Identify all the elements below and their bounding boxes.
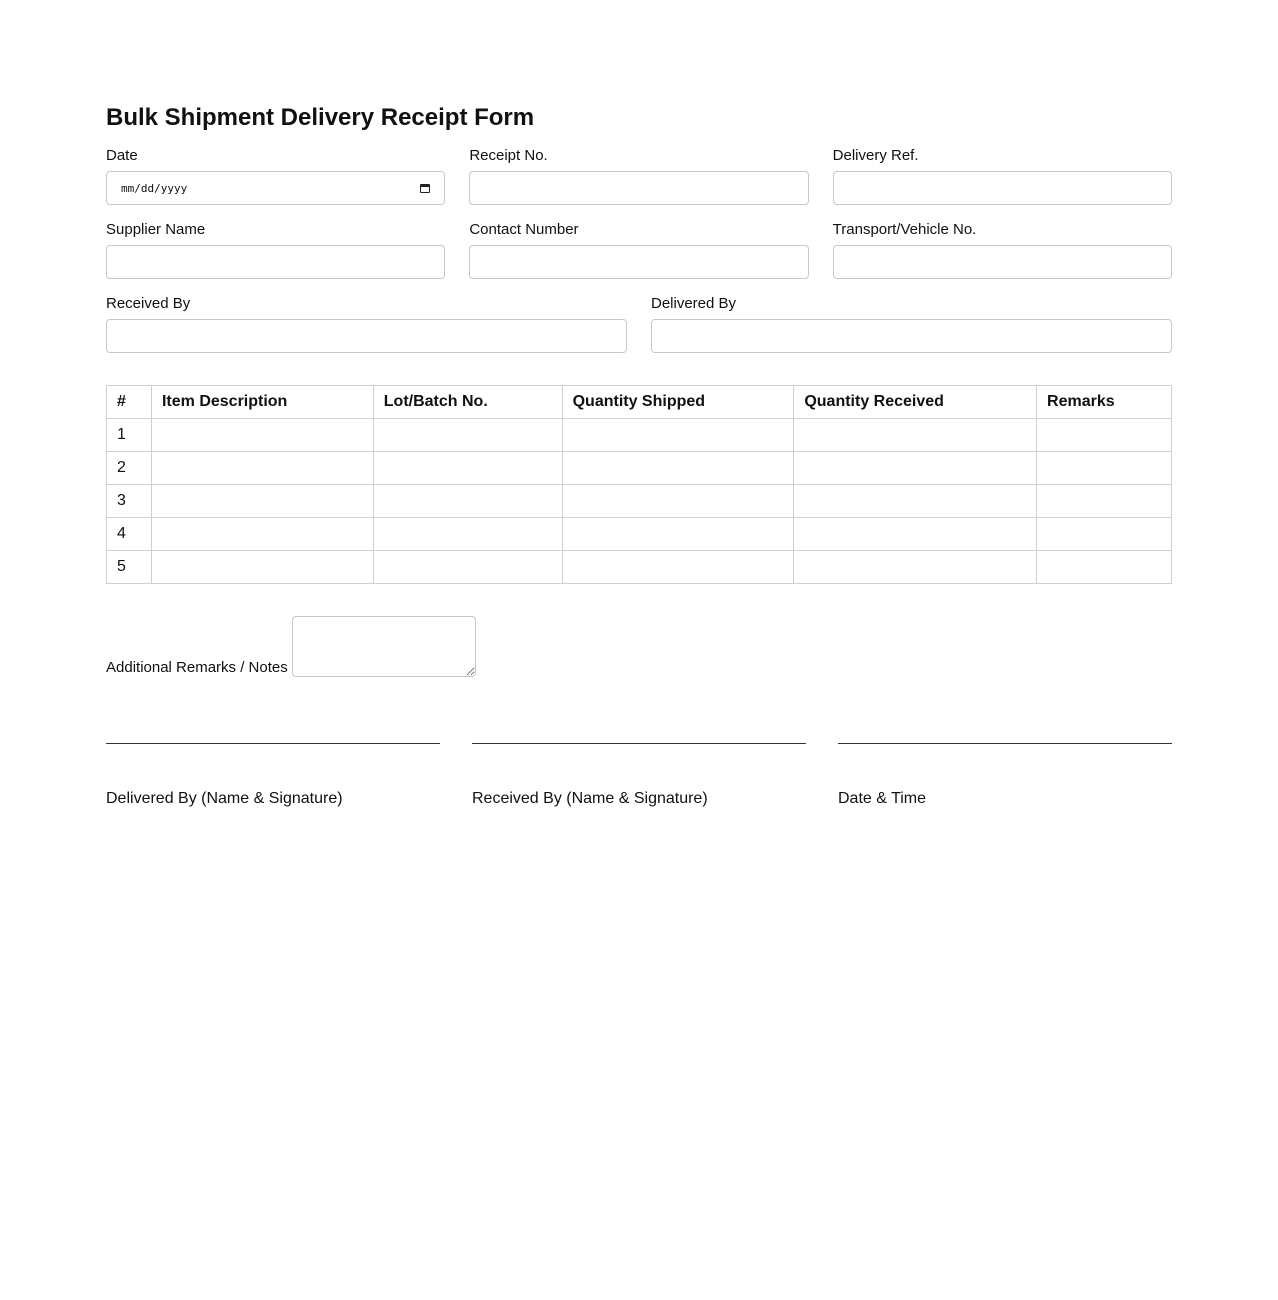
lot-batch-cell[interactable] [373,452,562,485]
lot-batch-cell[interactable] [373,518,562,551]
date-field-group [106,147,445,205]
col-header-qty-shipped: Quantity Shipped [562,386,794,419]
table-row [107,518,1172,551]
row-number: 3 [107,485,152,518]
remarks-cell[interactable] [1037,551,1172,584]
receipt-no-field-group [469,147,808,205]
qty-received-cell[interactable] [794,551,1037,584]
notes-textarea[interactable] [292,616,476,677]
signature-label: Date & Time [838,790,927,807]
supplier-name-input[interactable] [106,245,445,279]
vehicle-no-input[interactable] [833,245,1172,279]
receipt-no-label: Receipt No. [469,147,548,164]
row-number: 5 [107,551,152,584]
table-row [107,485,1172,518]
delivered-by-field-group [651,295,1172,353]
lot-batch-cell[interactable] [373,419,562,452]
qty-received-cell[interactable] [794,518,1037,551]
contact-number-field-group [469,221,808,279]
signature-label: Delivered By (Name & Signature) [106,790,343,807]
date-input[interactable] [106,171,445,205]
remarks-cell[interactable] [1037,452,1172,485]
delivery-ref-label: Delivery Ref. [832,147,919,164]
row-number: 2 [107,452,152,485]
received-by-input[interactable] [106,319,627,353]
supplier-name-field-group [106,221,445,279]
table-header-row [107,386,1172,419]
page-title: Bulk Shipment Delivery Receipt Form [106,104,535,131]
signature-section [106,743,1172,808]
lot-batch-cell[interactable] [373,551,562,584]
items-table [106,385,1172,584]
remarks-cell[interactable] [1037,518,1172,551]
contact-number-label: Contact Number [469,221,579,238]
item-description-cell[interactable] [151,419,373,452]
calendar-icon[interactable] [420,184,430,193]
qty-shipped-cell[interactable] [562,452,794,485]
signature-line [472,743,806,744]
received-by-label: Received By [106,295,191,312]
receipt-no-input[interactable] [469,171,808,205]
vehicle-no-field-group [833,221,1172,279]
item-description-cell[interactable] [151,452,373,485]
col-header-number: # [107,386,152,419]
vehicle-no-label: Transport/Vehicle No. [832,221,977,238]
row-number: 4 [107,518,152,551]
table-row [107,551,1172,584]
qty-received-cell[interactable] [794,419,1037,452]
qty-received-cell[interactable] [794,485,1037,518]
table-row [107,419,1172,452]
delivered-by-label: Delivered By [651,295,737,312]
lot-batch-cell[interactable] [373,485,562,518]
form-row-3 [106,295,1172,353]
delivered-by-input[interactable] [651,319,1172,353]
signature-line [838,743,1172,744]
qty-shipped-cell[interactable] [562,485,794,518]
table-row [107,452,1172,485]
remarks-cell[interactable] [1037,419,1172,452]
col-header-remarks: Remarks [1037,386,1172,419]
date-label: Date [106,147,138,164]
item-description-cell[interactable] [151,518,373,551]
signature-date-time [838,743,1172,808]
qty-shipped-cell[interactable] [562,551,794,584]
notes-label: Additional Remarks / Notes [106,659,288,676]
delivery-ref-input[interactable] [833,171,1172,205]
delivery-ref-field-group [833,147,1172,205]
supplier-name-label: Supplier Name [106,221,206,238]
receipt-form [106,100,1172,808]
form-row-2 [106,221,1172,279]
form-row-1 [106,147,1172,205]
signature-line [106,743,440,744]
signature-label: Received By (Name & Signature) [472,790,708,807]
remarks-cell[interactable] [1037,485,1172,518]
received-by-field-group [106,295,627,353]
qty-shipped-cell[interactable] [562,419,794,452]
date-placeholder: mm/dd/yyyy [121,181,188,195]
contact-number-input[interactable] [469,245,808,279]
qty-received-cell[interactable] [794,452,1037,485]
col-header-qty-received: Quantity Received [794,386,1037,419]
item-description-cell[interactable] [151,485,373,518]
col-header-lot-batch: Lot/Batch No. [373,386,562,419]
signature-delivered-by [106,743,440,808]
item-description-cell[interactable] [151,551,373,584]
col-header-item-description: Item Description [151,386,373,419]
signature-received-by [472,743,806,808]
notes-group [106,616,1172,677]
row-number: 1 [107,419,152,452]
qty-shipped-cell[interactable] [562,518,794,551]
